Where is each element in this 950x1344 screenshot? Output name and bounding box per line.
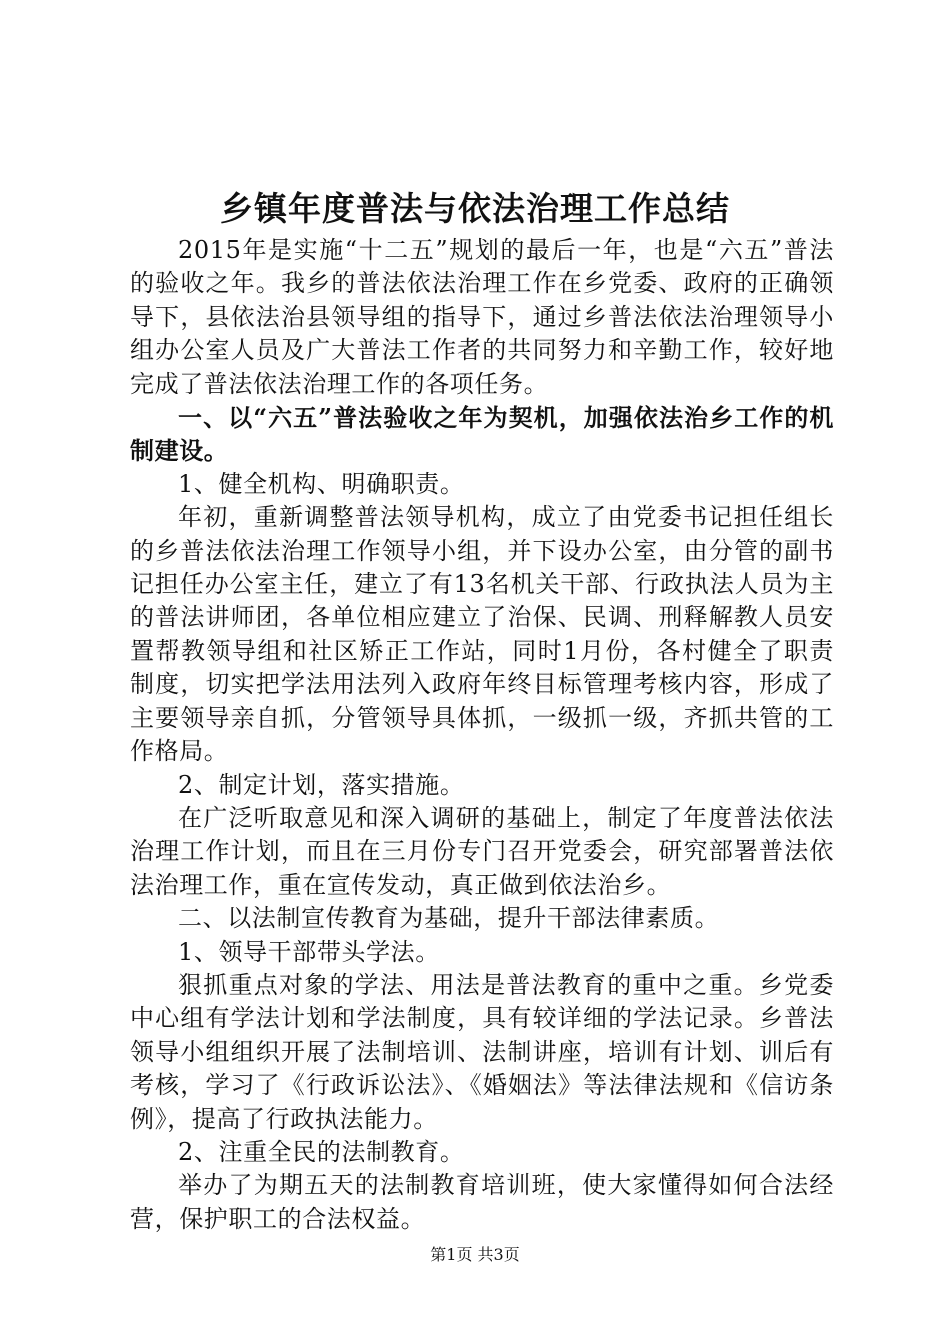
paragraph-1-2: 在广泛听取意见和深入调研的基础上，制定了年度普法依法治理工作计划，而且在三月份专门召开党委会，研究部署普法依法治理工作，重在宣传发动，真正做到依法治乡。	[130, 803, 834, 899]
subheading-2-2: 2、注重全民的法制教育。	[178, 1137, 465, 1166]
paragraph-2-1: 狠抓重点对象的学法、用法是普法教育的重中之重。乡党委中心组有学法计划和学法制度，具有较详细的学法记录。乡普法领导小组组织开展了法制培训、法制讲座，培训有计划、训后有考核，学习了《行政诉讼法》、《婚姻法》等法律法规和《信访条例》，提高了行政执法能力。	[130, 970, 834, 1133]
document-title: 乡镇年度普法与依法治理工作总结	[220, 189, 730, 228]
subheading-1-1: 1、健全机构、明确职责。	[178, 469, 465, 498]
paragraph-1-1: 年初，重新调整普法领导机构，成立了由党委书记担任组长的乡普法依法治理工作领导小组，并下设办公室，由分管的副书记担任办公室主任，建立了有13名机关干部、行政执法人员为主的普法讲师团，各单位相应建立了治保、民调、刑释解教人员安置帮教领导组和社区矫正工作站，同时1月份，各村健全了职责制度，切实把学法用法列入政府年终目标管理考核内容，形成了主要领导亲自抓，分管领导具体抓，一级抓一级，齐抓共管的工作格局。	[130, 503, 834, 766]
document-body	[130, 234, 834, 1236]
paragraph-2-2: 举办了为期五天的法制教育培训班，使大家懂得如何合法经营，保护职工的合法权益。	[130, 1171, 834, 1233]
page-number-footer: 第1页 共3页	[430, 1245, 520, 1264]
subheading-1-2: 2、制定计划，落实措施。	[178, 770, 465, 799]
section-heading-1: 一、以“六五”普法验收之年为契机，加强依法治乡工作的机制建设。	[130, 403, 834, 466]
section-heading-2: 二、以法制宣传教育为基础，提升干部法律素质。	[178, 904, 720, 933]
paragraph-intro: 2015年是实施“十二五”规划的最后一年，也是“六五”普法的验收之年。我乡的普法依法治理工作在乡党委、政府的正确领导下，县依法治县领导组的指导下，通过乡普法依法治理领导小组办公室人员及广大普法工作者的共同努力和辛勤工作，较好地完成了普法依法治理工作的各项任务。	[130, 236, 834, 398]
subheading-2-1: 1、领导干部带头学法。	[178, 937, 440, 966]
